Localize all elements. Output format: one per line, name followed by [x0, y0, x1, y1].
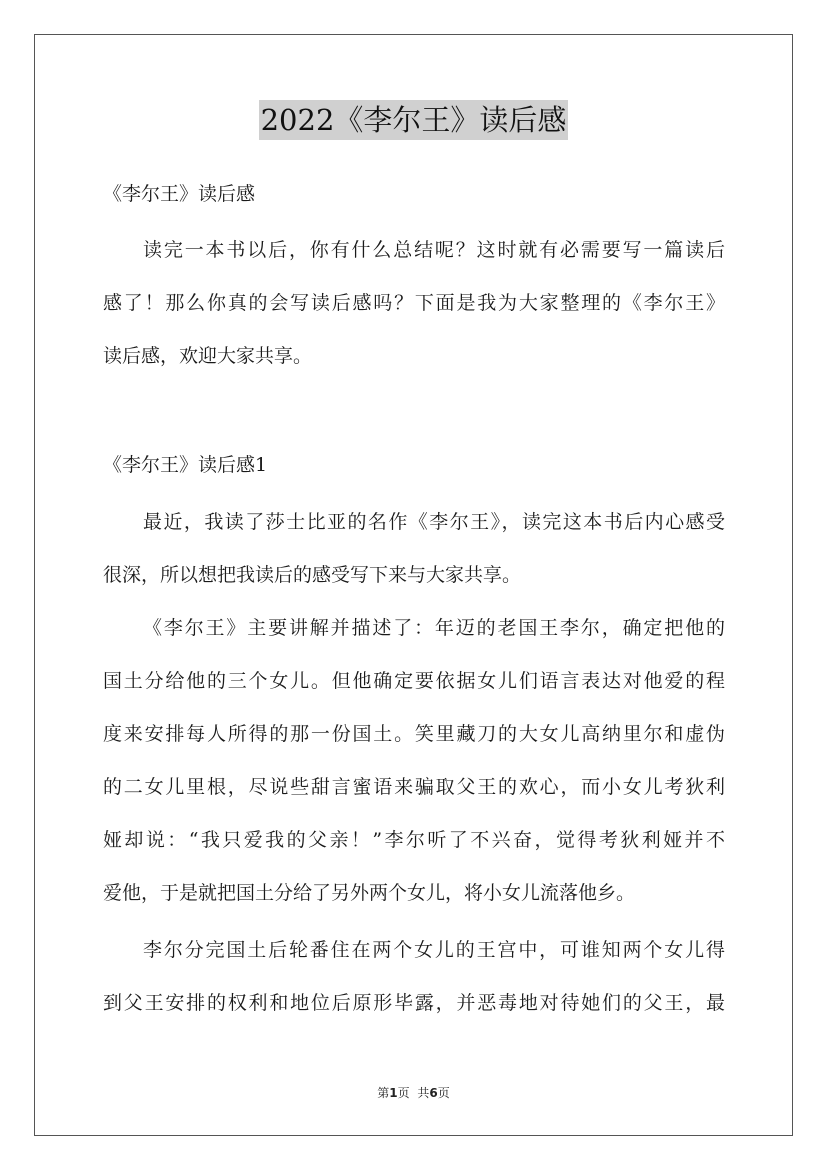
paragraph-line: 娅却说：“我只爱我的父亲！”李尔听了不兴奋，觉得考狄利娅并不	[103, 829, 725, 851]
total-suffix: 页	[437, 1086, 450, 1100]
paragraph-line: 《李尔王》主要讲解并描述了：年迈的老国王李尔，确定把他的	[143, 617, 725, 639]
paragraph-line: 到父王安排的权利和地位后原形毕露，并恶毒地对待她们的父王，最	[103, 992, 725, 1014]
paragraph-line: 的二女儿里根，尽说些甜言蜜语来骗取父王的欢心，而小女儿考狄利	[103, 776, 725, 798]
page-prefix: 第	[377, 1086, 390, 1100]
paragraph-line: 很深，所以想把我读后的感受写下来与大家共享。	[103, 564, 522, 586]
document-title: 2022《李尔王》读后感	[259, 100, 569, 140]
section-heading: 《李尔王》读后感	[103, 183, 256, 205]
paragraph-line: 国土分给他的三个女儿。但他确定要依据女儿们语言表达对他爱的程	[103, 670, 725, 692]
paragraph-line: 爱他，于是就把国土分给了另外两个女儿，将小女儿流落他乡。	[103, 882, 636, 904]
paragraph-line: 度来安排每人所得的那一份国土。笑里藏刀的大女儿高纳里尔和虚伪	[103, 723, 725, 745]
paragraph-line: 李尔分完国土后轮番住在两个女儿的王宫中，可谁知两个女儿得	[143, 939, 725, 961]
title-container	[0, 100, 827, 140]
paragraph-line: 感了！那么你真的会写读后感吗？下面是我为大家整理的《李尔王》	[103, 292, 725, 314]
paragraph-line: 最近，我读了莎士比亚的名作《李尔王》，读完这本书后内心感受	[143, 511, 725, 533]
paragraph-line: 读后感，欢迎大家共享。	[103, 345, 313, 367]
paragraph-line: 读完一本书以后，你有什么总结呢？这时就有必需要写一篇读后	[143, 239, 725, 261]
page-footer	[0, 1084, 827, 1101]
page-suffix: 页	[397, 1086, 410, 1100]
total-pages: 6	[429, 1086, 438, 1100]
page-number: 1	[389, 1086, 398, 1100]
section-heading: 《李尔王》读后感1	[103, 454, 268, 476]
total-prefix: 共	[417, 1086, 430, 1100]
